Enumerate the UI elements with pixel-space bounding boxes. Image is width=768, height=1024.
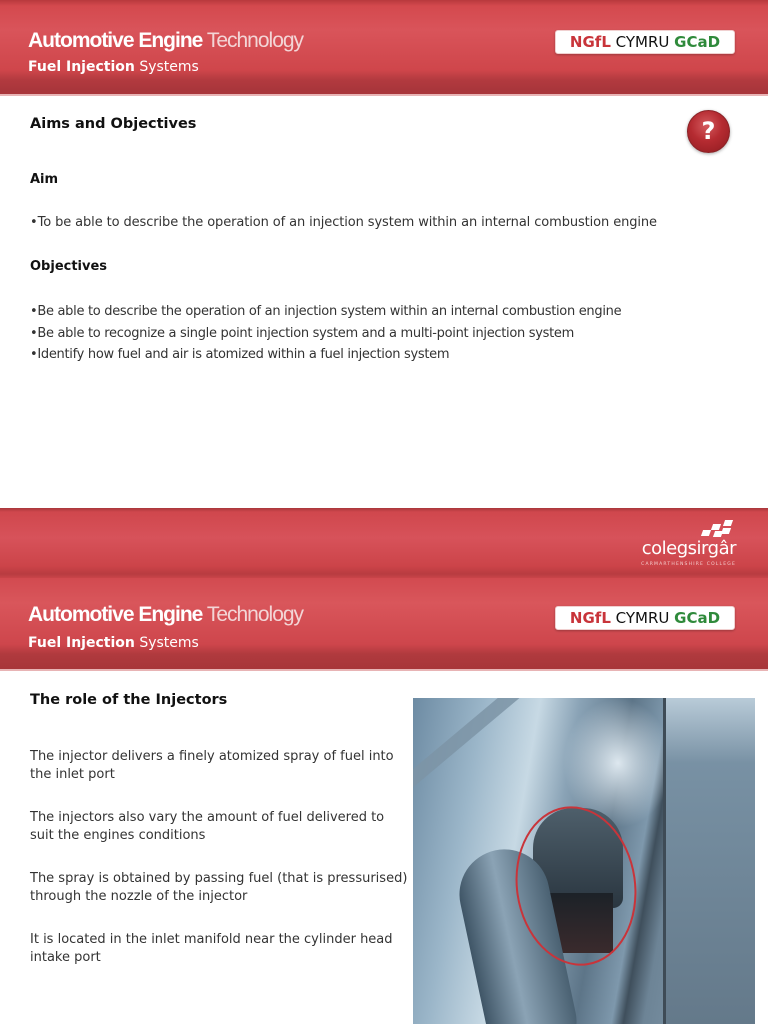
course-title: Automotive Engine Technology: [28, 603, 304, 626]
injector-paragraph: The spray is obtained by passing fuel (that is pressurised) through the nozzle of the injector: [30, 871, 408, 904]
aim-item: •To be able to describe the operation of an injection system within an internal combustion engine: [30, 215, 657, 230]
injector-engine-photo: [413, 698, 755, 1024]
injector-paragraph: It is located in the inlet manifold near the cylinder head intake port: [30, 932, 393, 965]
injector-paragraph: The injector delivers a finely atomized spray of fuel into the inlet port: [30, 749, 394, 782]
objectives-list: [30, 301, 621, 366]
course-subtitle: Fuel Injection Systems: [28, 635, 199, 651]
slide1-header-banner: [0, 0, 768, 96]
objective-item: •Identify how fuel and air is atomized within a fuel injection system: [30, 347, 450, 362]
slide2-header-banner: [0, 578, 768, 671]
slide1-title: Aims and Objectives: [30, 116, 197, 132]
aim-heading: Aim: [30, 172, 59, 187]
photo-side-panel: [663, 698, 755, 1024]
coleg-sir-gar-logo: colegsirgâr CARMARTHENSHIRE COLLEGE: [626, 520, 736, 570]
slide2-title: The role of the Injectors: [30, 692, 228, 708]
injector-paragraph: The injectors also vary the amount of fuel delivered to suit the engines conditions: [30, 810, 385, 843]
course-subtitle: Fuel Injection Systems: [28, 59, 199, 75]
checkered-flag-icon: [700, 520, 732, 538]
ngfl-cymru-gcad-logo: NGfL CYMRU GCaD: [555, 30, 735, 54]
objective-item: •Be able to describe the operation of an injection system within an internal combustion engine: [30, 304, 622, 319]
slide1-footer-band: [0, 508, 768, 578]
objective-item: •Be able to recognize a single point injection system and a multi-point injection system: [30, 325, 574, 341]
course-title: Automotive Engine Technology: [28, 29, 304, 52]
ngfl-cymru-gcad-logo: NGfL CYMRU GCaD: [555, 606, 735, 630]
help-question-icon[interactable]: ?: [687, 110, 730, 153]
objectives-heading: Objectives: [30, 259, 108, 274]
